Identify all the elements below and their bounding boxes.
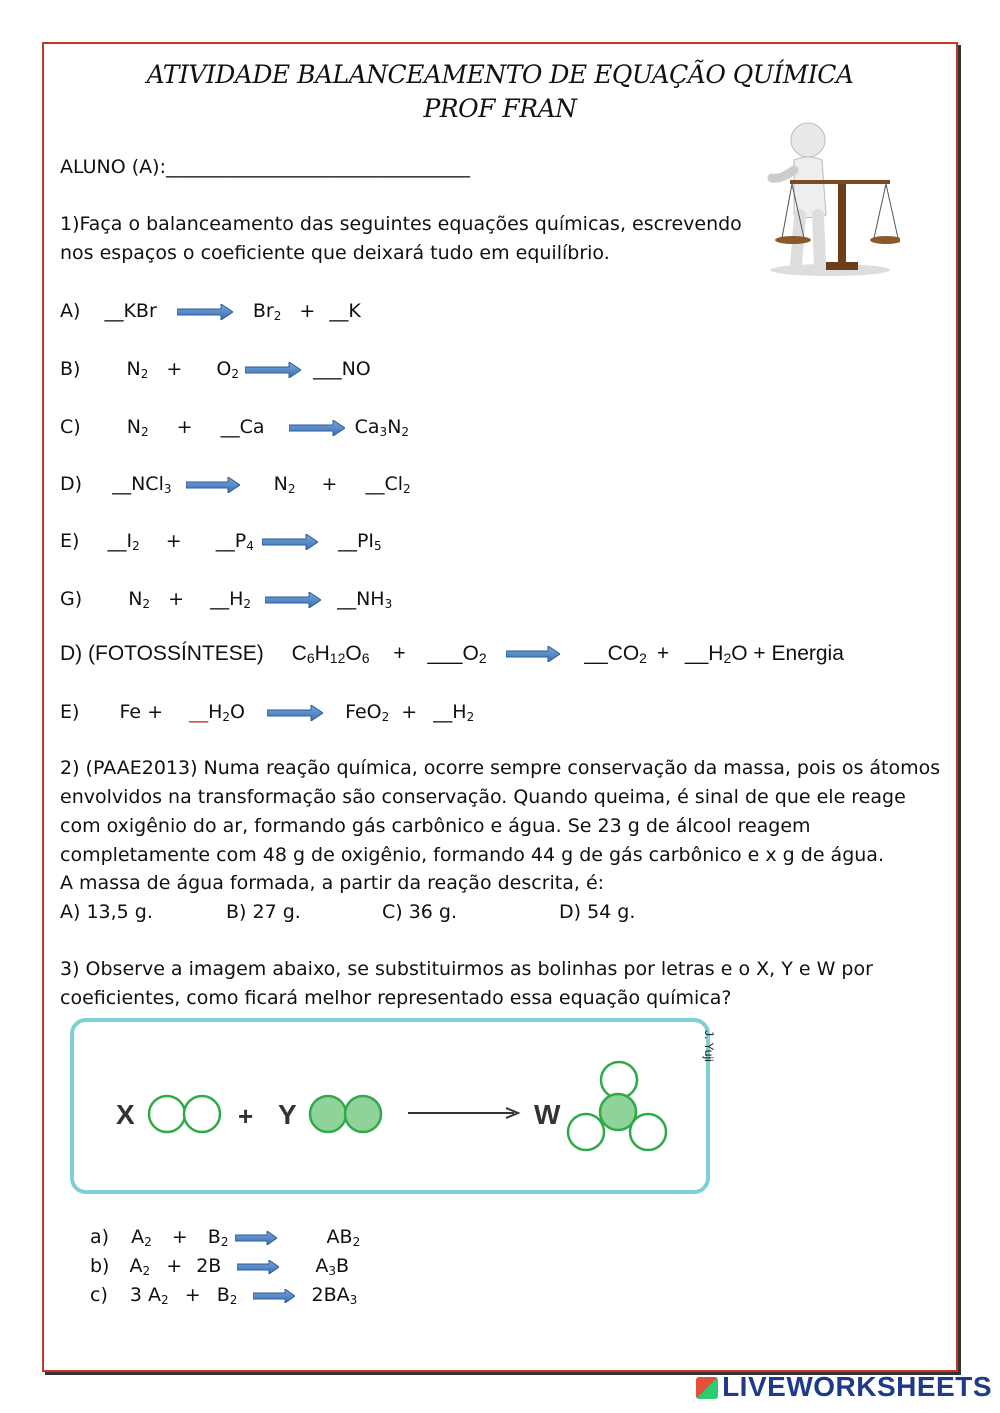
equation-label: A) [60,300,81,322]
student-name-field[interactable]: ALUNO (A):________________________________ [60,156,470,178]
blank-input[interactable]: $\_\_H_2$ [433,701,475,724]
blank-input[interactable]: __KBr [104,300,157,322]
q1-prompt-line2: nos espaços o coeficiente que deixará tudo em equilíbrio. [60,242,610,264]
atom-open [149,1096,185,1132]
reaction-arrow-icon [289,420,345,436]
atom-open [568,1114,604,1150]
q2-line: 2) (PAAE2013) Numa reação química, ocorre sempre conservação da massa, pois os átomos [60,757,941,779]
logo-icon [696,1377,718,1399]
reaction-arrow-icon [506,646,560,662]
q2-option-c[interactable]: C) 36 g. [382,901,458,923]
reaction-arrow-icon [177,304,233,320]
equation-a: A) __KBr $Br_2$ + __K [60,300,361,323]
blank-input[interactable]: $\_\_H_2O$ + Energia [684,642,844,666]
blank-input[interactable]: __Ca [220,416,265,438]
coef-y: Y [278,1099,297,1130]
q3-option-c[interactable]: c) 3 $A_2 + B_2$ $2BA_3$ [90,1284,358,1307]
molecule-figure [70,1018,710,1194]
reaction-arrow-icon [267,705,323,721]
molecule-diagram [74,1022,706,1190]
reaction-arrow-icon [262,534,318,550]
q2-line: A massa de água formada, a partir da reação descrita, é: [60,872,605,894]
equation-e: E) $\_\_I_2$ + $\_\_P_4$ $\_\_PI_5$ [60,530,382,553]
q2-line: envolvidos na transformação são conservação. Quando queima, é sinal de que ele reage [60,786,906,808]
blank-input[interactable]: $\_\_PI_5$ [337,530,382,553]
coef-w: W [534,1099,561,1130]
reaction-arrow-icon [265,592,321,608]
q2-option-b[interactable]: B) 27 g. [226,901,301,923]
equation-d: D) __NCl$_3$ $N_2$ + $\_\_Cl_2$ [60,473,411,496]
reaction-arrow-icon [186,477,240,493]
equation-g: G) $N_2$ + $\_\_H_2$ $\_\_NH_3$ [60,588,393,611]
blank-input[interactable]: $\_\_CO_2$ [584,642,647,666]
blank-input[interactable]: __NCl$_3$ [112,473,172,496]
equation-c: C) $N_2$ + __Ca $Ca_3N_2$ [60,416,410,439]
atom-open [601,1062,637,1098]
equation-e-fe: E) $Fe + \_\_H_2O$ $FeO_2 + \_\_H_2$ [60,701,475,724]
q2-option-d[interactable]: D) 54 g. [559,901,636,923]
atom-filled [345,1096,381,1132]
blank-input[interactable]: $\_\_NH_3$ [337,588,393,611]
plus-sign: + [238,1101,254,1131]
q3-line2: coeficientes, como ficará melhor representado essa equação química? [60,987,732,1009]
reaction-arrow-icon [245,362,301,378]
atom-open [184,1096,220,1132]
title-line2: PROF FRAN [423,94,577,123]
q3-line1: 3) Observe a imagem abaixo, se substituirmos as bolinhas por letras e o X, Y e W por [60,958,873,980]
q1-prompt-line1: 1)Faça o balanceamento das seguintes equações químicas, escrevendo [60,213,742,235]
q2-line: com oxigênio do ar, formando gás carbônico e água. Se 23 g de álcool reagem [60,815,811,837]
reaction-arrow-icon [235,1231,277,1245]
reaction-arrow-icon [253,1289,295,1303]
blank-input[interactable]: $\_\_H_2$ [210,588,251,611]
equation-b: B) $N_2 + O_2$ ___NO [60,358,371,381]
q2-line: completamente com 48 g de oxigênio, formando 44 g de gás carbônico e x g de água. [60,844,884,866]
blank-input[interactable]: $\_\_I_2$ [107,530,140,553]
blank-input[interactable]: $\_\_P_4$ [215,530,254,553]
equation-photosynthesis: D) (FOTOSSÍNTESE) $C_6H_{12}O_6$ + $\_\_\_O_2$ $\_\_CO_2$ + $\_\_H_2O$ + Energia [60,642,844,666]
title-line1: ATIVIDADE BALANCEAMENTO DE EQUAÇÃO QUÍMICA [146,60,854,89]
coef-x: X [116,1099,135,1130]
scale-figure-icon [760,120,900,280]
blank-input[interactable]: ___NO [313,358,371,380]
atom-filled [600,1094,636,1130]
q2-option-a[interactable]: A) 13,5 g. [60,901,153,923]
q3-option-b[interactable]: b) $A_2 + 2B$ $A_3B$ [90,1255,350,1278]
atom-filled [310,1096,346,1132]
reaction-arrow-icon [237,1260,279,1274]
blank-input[interactable]: $\_\_Cl_2$ [365,473,411,496]
blank-input[interactable]: $\_\_\_O_2$ [427,642,487,666]
figure-credit: J. Yuji [702,1030,716,1062]
blank-input[interactable]: $\_\_H_2O$ [189,701,245,724]
liveworksheets-logo: LIVEWORKSHEETS [696,1371,992,1403]
q3-option-a[interactable]: a) $A_2 + B_2$ $AB_2$ [90,1226,361,1249]
blank-input[interactable]: __K [329,300,361,322]
